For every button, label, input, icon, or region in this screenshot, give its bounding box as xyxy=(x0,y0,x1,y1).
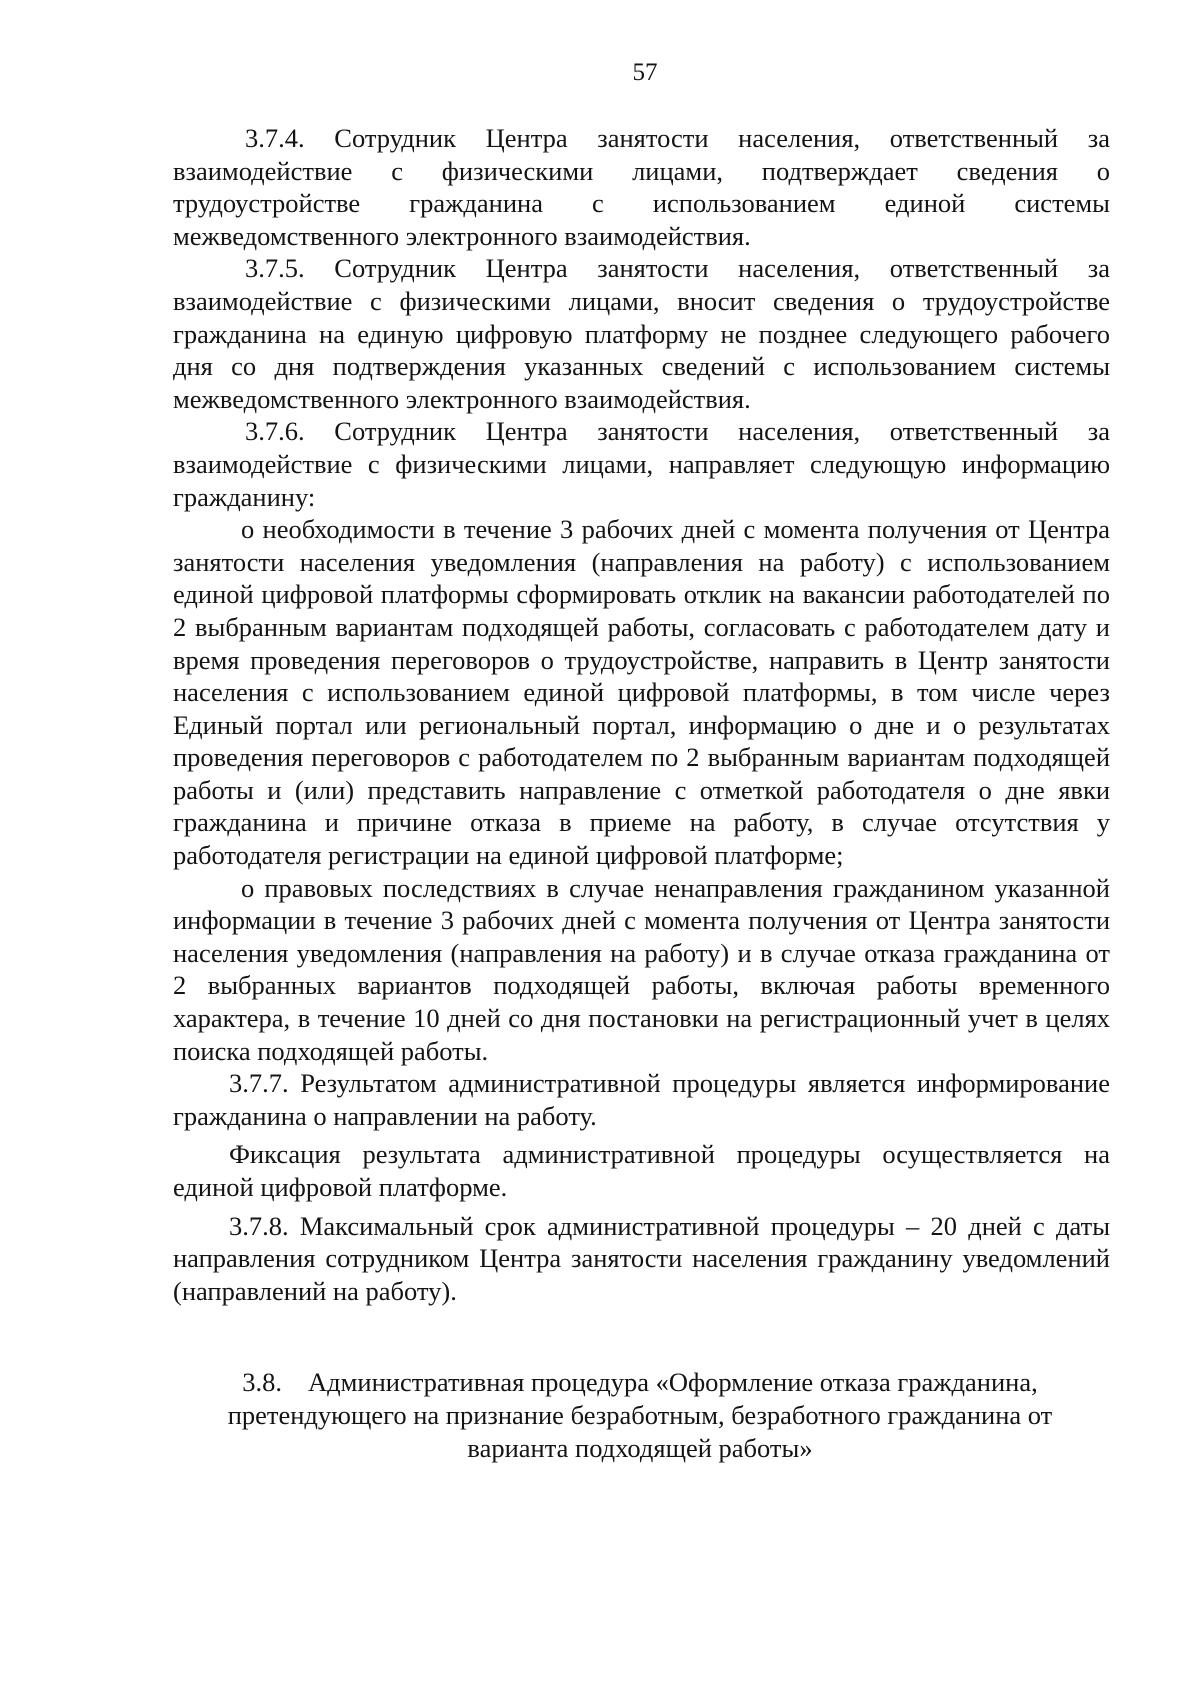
paragraph-info-consequences: о правовых последствиях в случае ненаправления гражданином указанной информации в течение 3 рабочих дней с момента получения от Центра занятости населения уведомления (направления на работу) и в случае отказа гражданина от 2 выбранных вариантов подходящей работы, включая работы временного характера, в течение 10 дней со дня постановки на регистрационный учет в целях поиска подходящей работы. xyxy=(173,872,1110,1066)
page-number: 57 xyxy=(632,59,658,86)
section-heading xyxy=(175,1366,1105,1465)
paragraph-3-7-7: 3.7.7. Результатом административной процедуры является информирование гражданина о направлении на работу. xyxy=(173,1068,1110,1131)
paragraph-3-7-8: 3.7.8. Максимальный срок административной процедуры – 20 дней с даты направления сотрудником Центра занятости населения гражданину уведомлений (направлений на работу). xyxy=(173,1210,1110,1306)
paragraph-3-7-6: 3.7.6. Сотрудник Центра занятости населения, ответственный за взаимодействие с физическими лицами, направляет следующую информацию гражданину: xyxy=(173,416,1110,512)
section-number: 3.8. xyxy=(242,1367,283,1397)
document-body xyxy=(173,122,1110,1307)
paragraph-3-7-5: 3.7.5. Сотрудник Центра занятости населения, ответственный за взаимодействие с физическими лицами, вносит сведения о трудоустройстве гражданина на единую цифровую платформу не позднее следующего рабочего дня со дня подтверждения указанных сведений с использованием системы межведомственного электронного взаимодействия. xyxy=(173,253,1110,414)
section-title: Административная процедура «Оформление отказа гражданина, претендующего на признание безработным, безработного гражданина от варианта подходящей работы» xyxy=(227,1367,1053,1463)
paragraph-fixation: Фиксация результата административной процедуры осуществляется на единой цифровой платформе. xyxy=(173,1139,1110,1202)
paragraph-3-7-4: 3.7.4. Сотрудник Центра занятости населения, ответственный за взаимодействие с физическими лицами, подтверждает сведения о трудоустройстве гражданина с использованием единой системы межведомственного электронного взаимодействия. xyxy=(173,123,1110,251)
paragraph-info-necessity: о необходимости в течение 3 рабочих дней с момента получения от Центра занятости населения уведомления (направления на работу) с использованием единой цифровой платформы сформировать отклик на вакансии работодателей по 2 выбранным вариантам подходящей работы, согласовать с работодателем дату и время проведения переговоров о трудоустройстве, направить в Центр занятости населения с использованием единой цифровой платформы, в том числе через Единый портал или региональный портал, информацию о дне и о результатах проведения переговоров с работодателем по 2 выбранным вариантам подходящей работы и (или) представить направление с отметкой работодателя о дне явки гражданина и причине отказа в приеме на работу, в случае отсутствия у работодателя регистрации на единой цифровой платформе; xyxy=(173,514,1110,871)
